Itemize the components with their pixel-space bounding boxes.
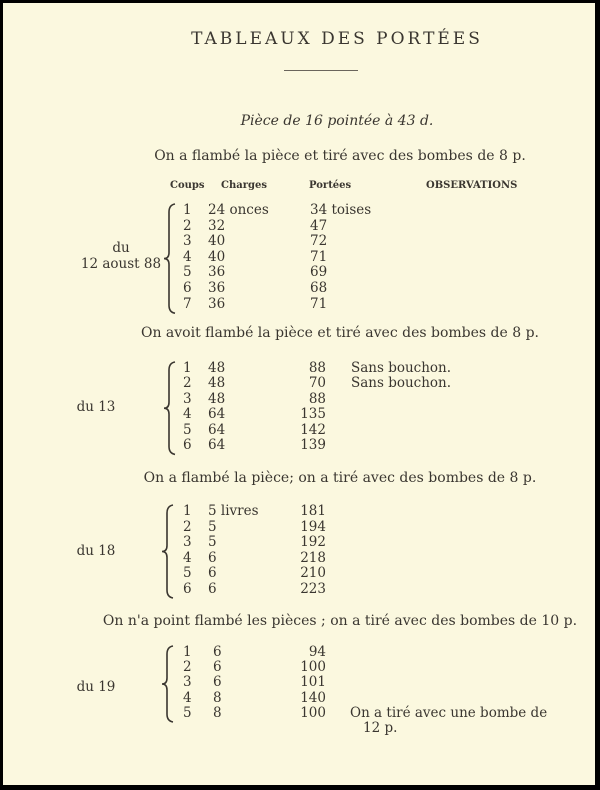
table-row	[3, 565, 595, 581]
coup-number: 2	[183, 518, 192, 535]
portee-value: 100	[300, 659, 326, 676]
coup-number: 2	[183, 659, 192, 676]
table-row	[3, 249, 595, 265]
subtitle: Pièce de 16 pointée à 43 d.	[240, 113, 434, 129]
coup-number: 4	[183, 406, 192, 423]
portee-value: 139	[300, 437, 326, 453]
col-header-charges: Charges	[221, 180, 267, 191]
table-row	[3, 674, 595, 690]
coup-number: 1	[183, 202, 192, 218]
coup-number: 5	[183, 421, 192, 438]
page-title: TABLEAUX DES PORTÉES	[191, 29, 483, 49]
col-header-coups: Coups	[170, 180, 205, 191]
coup-number: 4	[183, 248, 192, 265]
portee-value: 142	[300, 421, 326, 438]
table-row	[3, 296, 595, 312]
charge-value: 6	[213, 674, 222, 691]
portee-value: 135	[300, 406, 326, 423]
group-label: du 18	[76, 543, 116, 559]
portee-value: 88	[308, 360, 326, 376]
charge-value: 6	[208, 549, 217, 566]
portee-value: 100	[300, 704, 326, 721]
table-row	[3, 659, 595, 675]
charge-value: 64	[208, 421, 226, 438]
coup-number: 1	[183, 644, 192, 660]
table-row	[3, 422, 595, 438]
charge-value: 48	[208, 390, 226, 407]
charge-value: 64	[208, 406, 226, 423]
section-heading: On avoit flambé la pièce et tiré avec des bombes de 8 p.	[140, 325, 540, 341]
charge-value: 36	[208, 295, 226, 312]
coup-number: 3	[183, 390, 192, 407]
section-heading: On n'a point flambé les pièces ; on a tiré avec des bombes de 10 p.	[102, 613, 578, 629]
table-row	[3, 503, 595, 519]
section-heading: On a flambé la pièce; on a tiré avec des bombes de 8 p.	[143, 470, 537, 486]
section-heading: On a flambé la pièce et tiré avec des bombes de 8 p.	[154, 148, 526, 164]
coup-number: 1	[183, 360, 192, 376]
charge-value: 40	[208, 233, 226, 250]
portee-value: 88	[308, 390, 326, 407]
charge-value: 6	[208, 580, 217, 597]
table-row	[3, 202, 595, 218]
charge-value: 6	[208, 565, 217, 581]
charge-value: 8	[213, 689, 222, 706]
coup-number: 5	[183, 565, 192, 581]
table-row	[3, 690, 595, 706]
charge-value: 6	[213, 644, 222, 660]
charge-value: 36	[208, 264, 226, 281]
coup-number: 3	[183, 534, 192, 550]
portee-value: 218	[300, 549, 326, 566]
portee-value: 72	[310, 233, 328, 250]
portee-value: 47	[310, 217, 328, 234]
coup-number: 6	[183, 437, 192, 453]
charge-value: 48	[208, 375, 226, 392]
table-row	[3, 581, 595, 597]
coup-number: 2	[183, 217, 192, 234]
col-header-observations: OBSERVATIONS	[426, 180, 518, 191]
charge-value: 48	[208, 360, 226, 376]
coup-number: 3	[183, 674, 192, 691]
group-label: 12 aoust 88	[80, 256, 162, 272]
charge-value: 24 onces	[208, 202, 269, 218]
table-row	[3, 233, 595, 249]
table-row	[3, 264, 595, 280]
portee-value: 194	[300, 518, 326, 535]
coup-number: 7	[183, 295, 192, 312]
charge-value: 8	[213, 704, 222, 721]
table-row	[3, 280, 595, 296]
charge-value: 32	[208, 217, 226, 234]
title-rule	[284, 70, 358, 71]
portee-value: 34 toises	[310, 202, 372, 218]
coup-number: 5	[183, 704, 192, 721]
portee-value: 69	[310, 264, 328, 281]
charge-value: 6	[213, 659, 222, 676]
table-row	[3, 519, 595, 535]
table-row	[3, 391, 595, 407]
document-page	[3, 3, 595, 785]
portee-value: 71	[310, 248, 328, 265]
portee-value: 68	[310, 280, 328, 296]
portee-value: 94	[308, 644, 326, 660]
charge-value: 64	[208, 437, 226, 453]
coup-number: 2	[183, 375, 192, 392]
table-row	[3, 705, 595, 721]
group-label: du 19	[76, 679, 116, 695]
portee-value: 70	[308, 375, 326, 392]
charge-value: 5	[208, 534, 217, 550]
col-header-portees: Portées	[309, 180, 352, 191]
charge-value: 5 livres	[208, 503, 259, 519]
portee-value: 181	[300, 503, 326, 519]
charge-value: 5	[208, 518, 217, 535]
table-row	[3, 360, 595, 376]
portee-value: 223	[300, 580, 326, 597]
charge-value: 36	[208, 280, 226, 296]
coup-number: 1	[183, 503, 192, 519]
coup-number: 4	[183, 689, 192, 706]
portee-value: 71	[310, 295, 328, 312]
table-row	[3, 534, 595, 550]
coup-number: 6	[183, 580, 192, 597]
coup-number: 6	[183, 280, 192, 296]
table-row	[3, 644, 595, 660]
portee-value: 140	[300, 689, 326, 706]
coup-number: 3	[183, 233, 192, 250]
charge-value: 40	[208, 248, 226, 265]
table-row	[3, 437, 595, 453]
observation-text: Sans bouchon.	[351, 375, 452, 392]
observation-continuation: 12 p.	[363, 720, 398, 736]
portee-value: 101	[300, 674, 326, 691]
portee-value: 192	[300, 534, 326, 550]
table-row	[3, 550, 595, 566]
table-row	[3, 375, 595, 391]
observation-text: On a tiré avec une bombe de	[350, 704, 548, 721]
coup-number: 4	[183, 549, 192, 566]
table-row	[3, 218, 595, 234]
portee-value: 210	[300, 565, 326, 581]
group-label: du	[112, 240, 130, 256]
observation-text: Sans bouchon.	[351, 360, 452, 376]
table-row	[3, 406, 595, 422]
group-label: du 13	[76, 399, 116, 415]
coup-number: 5	[183, 264, 192, 281]
